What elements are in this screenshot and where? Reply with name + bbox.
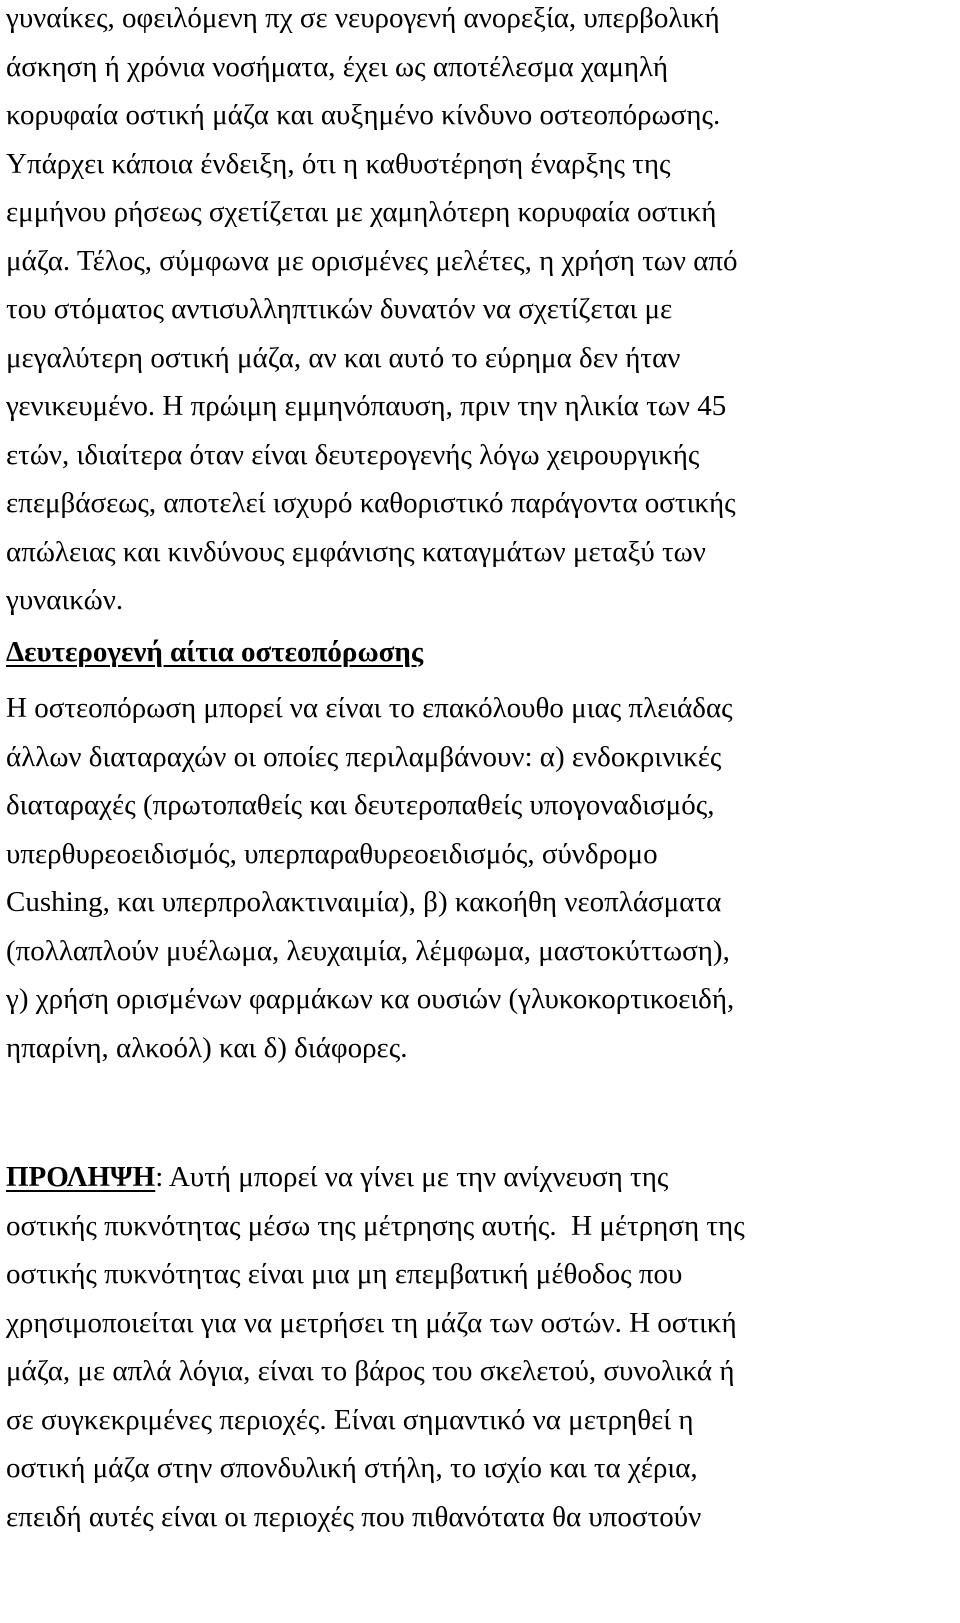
- text-line: ηπαρίνη, αλκοόλ) και δ) διάφορες.: [6, 1031, 408, 1064]
- text-line: γυναίκες, οφειλόμενη πχ σε νευρογενή ανορεξία, υπερβολική: [6, 2, 720, 34]
- prevention-first-line: [6, 1153, 936, 1202]
- text-line: οστική μάζα στην σπονδυλική στήλη, το ισχίο και τα χέρια,: [6, 1452, 698, 1484]
- text-line: μάζα, με απλά λόγια, είναι το βάρος του σκελετού, συνολικά ή: [6, 1355, 735, 1387]
- heading-text: Δευτερογενή αίτια οστεοπόρωσης: [6, 635, 424, 668]
- text-line: γυναικών.: [6, 584, 124, 616]
- document-page: [6, 0, 936, 1541]
- prevention-label: ΠΡΟΛΗΨΗ: [6, 1161, 156, 1193]
- text-line: Υπάρχει κάποια ένδειξη, ότι η καθυστέρηση έναρξης της: [6, 147, 671, 180]
- text-line: επεμβάσεως, αποτελεί ισχυρό καθοριστικό παράγοντα οστικής: [6, 487, 736, 519]
- text-line: ετών, ιδιαίτερα όταν είναι δευτερογενής λόγω χειρουργικής: [6, 438, 700, 471]
- paragraph-secondary-causes: [6, 684, 936, 1072]
- text-line: διαταραχές (πρωτοπαθείς και δευτεροπαθείς υπογοναδισμός,: [6, 789, 715, 821]
- text-line: μάζα. Τέλος, σύμφωνα με ορισμένες μελέτες, η χρήση των από: [6, 244, 738, 277]
- text-line: του στόματος αντισυλληπτικών δυνατόν να σχετίζεται με: [6, 293, 673, 325]
- text-line: γενικευμένο. Η πρώιμη εμμηνόπαυση, πριν την ηλικία των 45: [6, 390, 727, 422]
- text-line: (πολλαπλούν μυέλωμα, λευχαιμία, λέμφωμα, μαστοκύττωση),: [6, 934, 730, 967]
- text-line: Cushing, και υπερπρολακτιναιμία), β) κακοήθη νεοπλάσματα: [6, 886, 722, 918]
- text-line: άσκηση ή χρόνια νοσήματα, έχει ως αποτέλεσμα χαμηλή: [6, 50, 669, 83]
- text-line: απώλειας και κινδύνους εμφάνισης καταγμάτων μεταξύ των: [6, 535, 706, 568]
- text-line: κορυφαία οστική μάζα και αυξημένο κίνδυνο οστεοπόρωσης.: [6, 99, 721, 131]
- text-line: εμμήνου ρήσεως σχετίζεται με χαμηλότερη κορυφαία οστική: [6, 196, 717, 228]
- spacer: [6, 676, 936, 684]
- text-line: σε συγκεκριμένες περιοχές. Είναι σημαντικό να μετρηθεί η: [6, 1403, 694, 1436]
- text-line: οστικής πυκνότητας μέσω της μέτρησης αυτής. Η μέτρηση της: [6, 1209, 745, 1242]
- text-line: γ) χρήση ορισμένων φαρμάκων κα ουσιών (γλυκοκορτικοειδή,: [6, 983, 735, 1015]
- text-line: υπερθυρεοειδισμός, υπερπαραθυρεοειδισμός, σύνδρομο: [6, 837, 658, 870]
- text-line: άλλων διαταραχών οι οποίες περιλαμβάνουν: α) ενδοκρινικές: [6, 740, 722, 773]
- spacer: [6, 1072, 936, 1153]
- paragraph-menstrual-factors: [6, 0, 936, 625]
- text-line: Η οστεοπόρωση μπορεί να είναι το επακόλουθο μιας πλειάδας: [6, 692, 733, 724]
- paragraph-prevention: [6, 1153, 936, 1541]
- text-line: επειδή αυτές είναι οι περιοχές που πιθανότατα θα υποστούν: [6, 1500, 702, 1533]
- section-heading-secondary-causes: [6, 628, 936, 677]
- text-line: μεγαλύτερη οστική μάζα, αν και αυτό το εύρημα δεν ήταν: [6, 341, 681, 374]
- text-line: οστικής πυκνότητας είναι μια μη επεμβατική μέθοδος που: [6, 1258, 683, 1290]
- prevention-first-line-text: : Αυτή μπορεί να γίνει με την ανίχνευση της: [155, 1161, 669, 1193]
- text-line: χρησιμοποιείται για να μετρήσει τη μάζα των οστών. Η οστική: [6, 1306, 737, 1339]
